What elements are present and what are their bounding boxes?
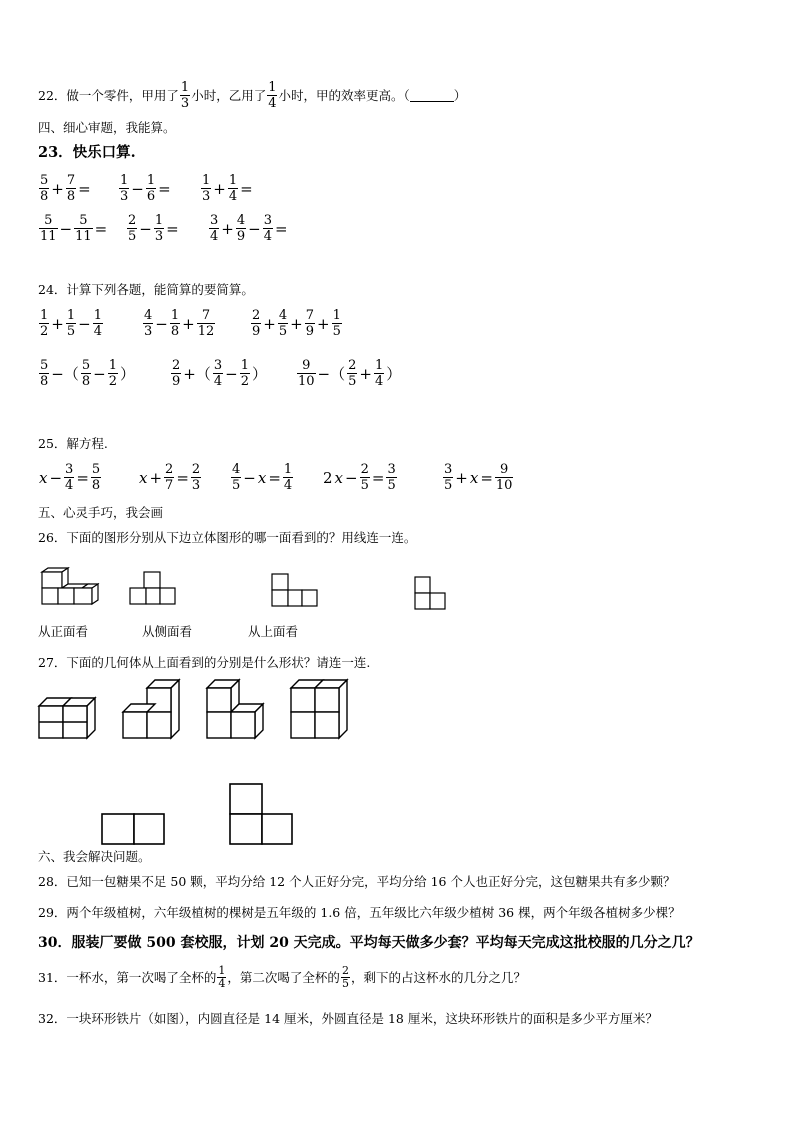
fraction: $\frac{2}{7}$ (165, 462, 174, 493)
operator: + (213, 179, 226, 198)
fraction: $\frac{1}{8}$ (170, 308, 180, 339)
variable: x (469, 468, 479, 487)
q26-view-b (270, 572, 320, 608)
q26-solid-figure (38, 566, 100, 608)
fraction: $\frac{1}{4}$ (374, 358, 384, 389)
q22-text-mid: 小时，乙用了 (191, 87, 267, 103)
operator: + (317, 314, 330, 333)
q26-label-top: 从上面看 (248, 624, 299, 639)
operator: = (158, 179, 171, 198)
fraction: $\frac{1}{4}$ (93, 308, 102, 339)
fraction: $\frac{3}{4}$ (65, 462, 74, 493)
operator: − (345, 468, 358, 487)
q22-text-post: 小时，甲的效率更高。（ (278, 87, 410, 103)
fraction: $\frac{1}{2}$ (108, 358, 117, 389)
operator: + (182, 314, 195, 333)
operator: = (94, 219, 108, 238)
operator: − (243, 468, 256, 487)
q22-text-close: ） (453, 87, 467, 103)
q26-label-front: 从正面看 (38, 624, 89, 639)
operator: −（ (51, 365, 79, 383)
operator: − (49, 468, 63, 487)
variable: x (139, 468, 148, 487)
q25-equation (138, 462, 202, 493)
q25-equation (442, 462, 514, 493)
q22-answer-blank[interactable] (410, 90, 454, 102)
operator: + (455, 468, 468, 487)
q23-expression (208, 213, 289, 244)
fraction: $\frac{3}{4}$ (263, 213, 272, 244)
question-29: 29．两个年级植树，六年级植树的棵树是五年级的 1.6 倍，五年级比六年级少植树 36 棵，两个年级各植树多少棵？ (38, 905, 681, 920)
q27-solid-4 (289, 676, 355, 742)
fraction: $\frac{1}{2}$ (240, 358, 249, 389)
q24-expression (296, 358, 402, 389)
operator: = (480, 468, 493, 487)
q31-fraction-2: $\frac{2}{5}$ (341, 964, 349, 990)
fraction: $\frac{5}{11}$ (75, 213, 92, 244)
q26-label-side: 从侧面看 (142, 624, 193, 639)
fraction: $\frac{7}{9}$ (305, 308, 314, 339)
q23-expression (200, 173, 254, 204)
q22-text-pre: 22．做一个零件，甲用了 (38, 87, 179, 103)
operator: + (290, 314, 303, 333)
question-32: 32．一块环形铁片（如图），内圆直径是 14 厘米，外圆直径是 18 厘米，这块环形铁片的面积是多少平方厘米？ (38, 1011, 658, 1026)
fraction: $\frac{1}{5}$ (66, 308, 76, 339)
fraction: $\frac{5}{8}$ (81, 358, 91, 389)
operator: ） (252, 365, 268, 383)
q24-expression (170, 358, 268, 389)
fraction: $\frac{1}{6}$ (146, 173, 156, 204)
operator: = (371, 468, 385, 487)
fraction: $\frac{5}{8}$ (40, 358, 49, 389)
operator: −（ (317, 365, 346, 383)
q24-title: 24．计算下列各题，能简算的要简算。 (38, 282, 254, 297)
section-4-heading: 四、细心审题，我能算。 (38, 120, 176, 135)
variable: x (257, 468, 267, 487)
fraction: $\frac{1}{3}$ (202, 173, 211, 204)
fraction: $\frac{2}{9}$ (252, 308, 261, 339)
operator: = (268, 468, 281, 487)
q27-solid-3 (205, 676, 271, 742)
operator: + (149, 468, 163, 487)
fraction: $\frac{1}{4}$ (228, 173, 238, 204)
operator: − (131, 179, 144, 198)
q31-text-mid: ，第二次喝了全杯的 (227, 969, 340, 985)
fraction: $\frac{7}{12}$ (197, 308, 215, 339)
operator: − (59, 219, 73, 238)
section-5-heading: 五、心灵手巧，我会画 (38, 505, 164, 520)
fraction: $\frac{5}{8}$ (40, 173, 49, 204)
q24-expression (38, 358, 136, 389)
q23-expression (38, 213, 108, 244)
q25-equation (230, 462, 294, 493)
fraction: $\frac{2}{5}$ (360, 462, 369, 493)
operator: = (176, 468, 189, 487)
question-28: 28．已知一包糖果不足 50 颗，平均分给 12 个人正好分完，平均分给 16 个人也正好分完，这包糖果共有多少颗？ (38, 874, 676, 889)
q22-fraction-1: $\frac{1}{3}$ (180, 80, 190, 111)
fraction: $\frac{2}{5}$ (128, 213, 137, 244)
operator: − (78, 314, 91, 333)
operator: − (93, 364, 106, 383)
variable: x (39, 468, 48, 487)
operator: + (359, 364, 372, 383)
fraction: $\frac{1}{3}$ (154, 213, 164, 244)
operator: ） (120, 365, 136, 383)
question-22 (38, 80, 466, 111)
operator: − (155, 314, 168, 333)
operator: = (166, 219, 179, 238)
q23-expression (126, 213, 180, 244)
q24-expression (38, 308, 104, 339)
fraction: $\frac{1}{5}$ (332, 308, 341, 339)
fraction: $\frac{4}{3}$ (144, 308, 153, 339)
q26-view-c (412, 574, 448, 612)
operator: = (240, 179, 253, 198)
operator: = (78, 179, 91, 198)
operator: − (225, 364, 238, 383)
q27-solid-1 (37, 694, 103, 742)
q22-fraction-2: $\frac{1}{4}$ (268, 80, 277, 111)
q24-expression (250, 308, 343, 339)
fraction: $\frac{4}{5}$ (232, 462, 241, 493)
operator: ） (386, 365, 402, 383)
q24-expression (142, 308, 216, 339)
fraction: $\frac{3}{4}$ (213, 358, 223, 389)
question-31 (38, 965, 526, 990)
operator: + (221, 219, 234, 238)
q26-title: 26．下面的图形分别从下边立体图形的哪一面看到的？用线连一连。 (38, 530, 417, 545)
q31-text-pre: 31．一杯水，第一次喝了全杯的 (38, 969, 217, 985)
operator: − (248, 219, 261, 238)
operator: = (76, 468, 89, 487)
q27-view-a (100, 812, 168, 846)
section-6-heading: 六、我会解决问题。 (38, 849, 151, 864)
q27-title: 27．下面的几何体从上面看到的分别是什么形状？请连一连. (38, 655, 371, 670)
fraction: $\frac{2}{9}$ (172, 358, 181, 389)
fraction: $\frac{1}{4}$ (283, 462, 293, 493)
fraction: $\frac{9}{10}$ (495, 462, 513, 493)
fraction: $\frac{3}{5}$ (387, 462, 396, 493)
fraction: $\frac{5}{11}$ (40, 213, 57, 244)
fraction: $\frac{2}{3}$ (191, 462, 201, 493)
q23-expression (38, 173, 92, 204)
fraction: $\frac{3}{4}$ (210, 213, 219, 244)
operator: + (263, 314, 276, 333)
fraction: $\frac{7}{8}$ (66, 173, 76, 204)
fraction: $\frac{3}{5}$ (444, 462, 453, 493)
fraction: $\frac{4}{5}$ (278, 308, 288, 339)
operator: = (275, 219, 288, 238)
operator: +（ (183, 365, 211, 383)
q25-equation (322, 462, 398, 493)
variable: x (334, 468, 344, 487)
question-30: 30．服装厂要做 500 套校服，计划 20 天完成。平均每天做多少套？平均每天完成这批校服的几分之几？ (38, 935, 700, 951)
q27-solid-2 (121, 676, 187, 742)
fraction: $\frac{1}{3}$ (120, 173, 129, 204)
q31-text-post: ，剩下的占这杯水的几分之几？ (350, 969, 526, 985)
fraction: $\frac{4}{9}$ (236, 213, 246, 244)
operator: − (139, 219, 152, 238)
q25-equation (38, 462, 102, 493)
operator: + (51, 179, 64, 198)
fraction: $\frac{2}{5}$ (348, 358, 357, 389)
fraction: $\frac{5}{8}$ (91, 462, 101, 493)
fraction: $\frac{1}{2}$ (40, 308, 49, 339)
operator: + (51, 314, 64, 333)
q23-expression (118, 173, 172, 204)
coefficient: 2 (323, 468, 333, 487)
q26-view-a (128, 570, 178, 606)
q27-view-b (228, 782, 296, 846)
q25-title: 25．解方程. (38, 436, 108, 451)
q23-title: 23．快乐口算. (38, 144, 136, 161)
q31-fraction-1: $\frac{1}{4}$ (218, 964, 226, 990)
fraction: $\frac{9}{10}$ (298, 358, 315, 389)
